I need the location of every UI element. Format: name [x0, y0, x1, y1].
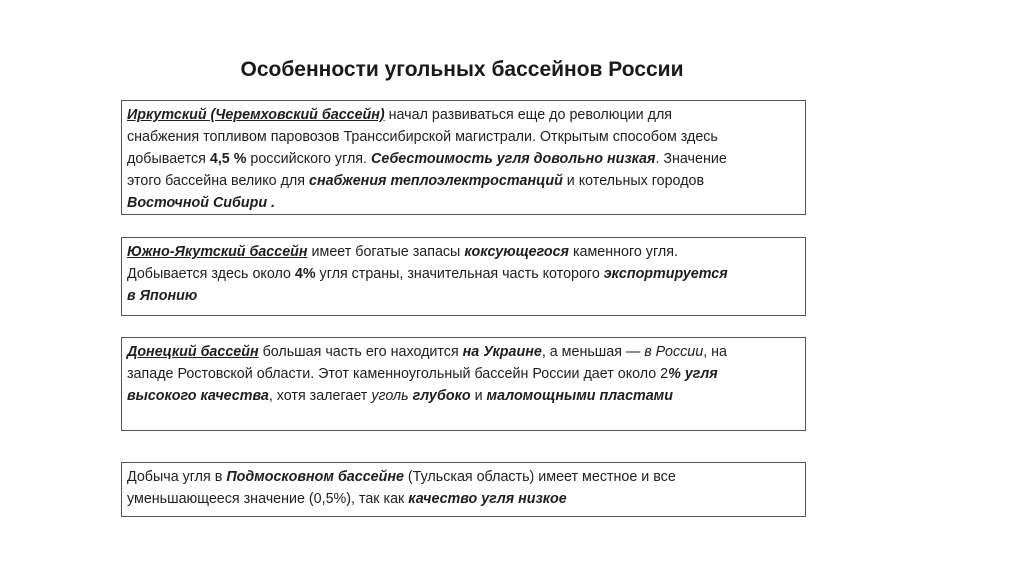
south-yakutsk-basin-box	[121, 237, 806, 316]
moscow-basin-box	[121, 462, 806, 517]
text-run: снабжения топливом паровозов Транссибирской магистрали. Открытым способом здесь	[127, 129, 718, 145]
text-run: уголь	[371, 388, 409, 404]
text-run: 4%	[294, 266, 316, 282]
text-run: и котельных городов	[562, 173, 705, 189]
basin-name: Южно-Якутский бассейн	[127, 244, 308, 260]
text-run: этого бассейна велико для	[127, 173, 309, 189]
text-run: начал развиваться еще до революции для	[384, 107, 673, 123]
text-run: , а меньшая —	[541, 344, 645, 360]
box-line	[127, 104, 800, 126]
text-run: (Тульская область) имеет местное и все	[403, 469, 676, 485]
box-line	[127, 285, 800, 307]
text-run: в Японию	[127, 288, 198, 304]
text-run: % угля	[668, 366, 718, 382]
text-run: большая часть его находится	[258, 344, 463, 360]
page-title: Особенности угольных бассейнов России	[240, 58, 684, 81]
box-line	[127, 170, 800, 192]
text-run: добывается	[127, 151, 210, 167]
box-line	[127, 126, 800, 148]
text-run: , на	[703, 344, 727, 360]
text-run: угля страны, значительная часть которого	[315, 266, 604, 282]
box-line	[127, 192, 800, 214]
basin-name: Донецкий бассейн	[127, 344, 259, 360]
donetsk-basin-box	[121, 337, 806, 431]
text-run: Себестоимость угля довольно низкая	[371, 151, 656, 167]
text-run: уменьшающееся значение (0,5%), так как	[127, 491, 409, 507]
text-run: Добыча угля в	[127, 469, 227, 485]
box-line	[127, 341, 800, 363]
box-line	[127, 488, 800, 510]
box-line	[127, 263, 800, 285]
text-run: глубоко	[412, 388, 471, 404]
basin-name: Подмосковном бассейне	[226, 469, 404, 485]
box-line	[127, 148, 800, 170]
text-run: каменного угля.	[568, 244, 678, 260]
text-run: западе Ростовской области. Этот каменноугольный бассейн России дает около 2	[127, 366, 669, 382]
text-run: Добывается здесь около	[127, 266, 295, 282]
text-run: Восточной Сибири .	[127, 195, 276, 211]
text-run: в России	[644, 344, 704, 360]
irkutsk-basin-box	[121, 100, 806, 215]
box-line	[127, 385, 800, 407]
text-run: качество угля низкое	[408, 491, 567, 507]
text-run: , хотя залегает	[268, 388, 372, 404]
box-line	[127, 363, 800, 385]
text-run: 4,5 %	[209, 151, 247, 167]
text-run: российского угля.	[246, 151, 371, 167]
text-run: на Украине	[462, 344, 542, 360]
text-run: . Значение	[655, 151, 727, 167]
text-run: имеет богатые запасы	[307, 244, 465, 260]
text-run: высокого качества	[127, 388, 269, 404]
box-line	[127, 466, 800, 488]
basin-name: Иркутский (Черемховский бассейн)	[127, 107, 385, 123]
text-run: и	[470, 388, 487, 404]
text-run: коксующегося	[464, 244, 569, 260]
text-run: маломощными пластами	[486, 388, 673, 404]
text-run: снабжения теплоэлектростанций	[309, 173, 563, 189]
box-line	[127, 241, 800, 263]
text-run: экспортируется	[603, 266, 728, 282]
